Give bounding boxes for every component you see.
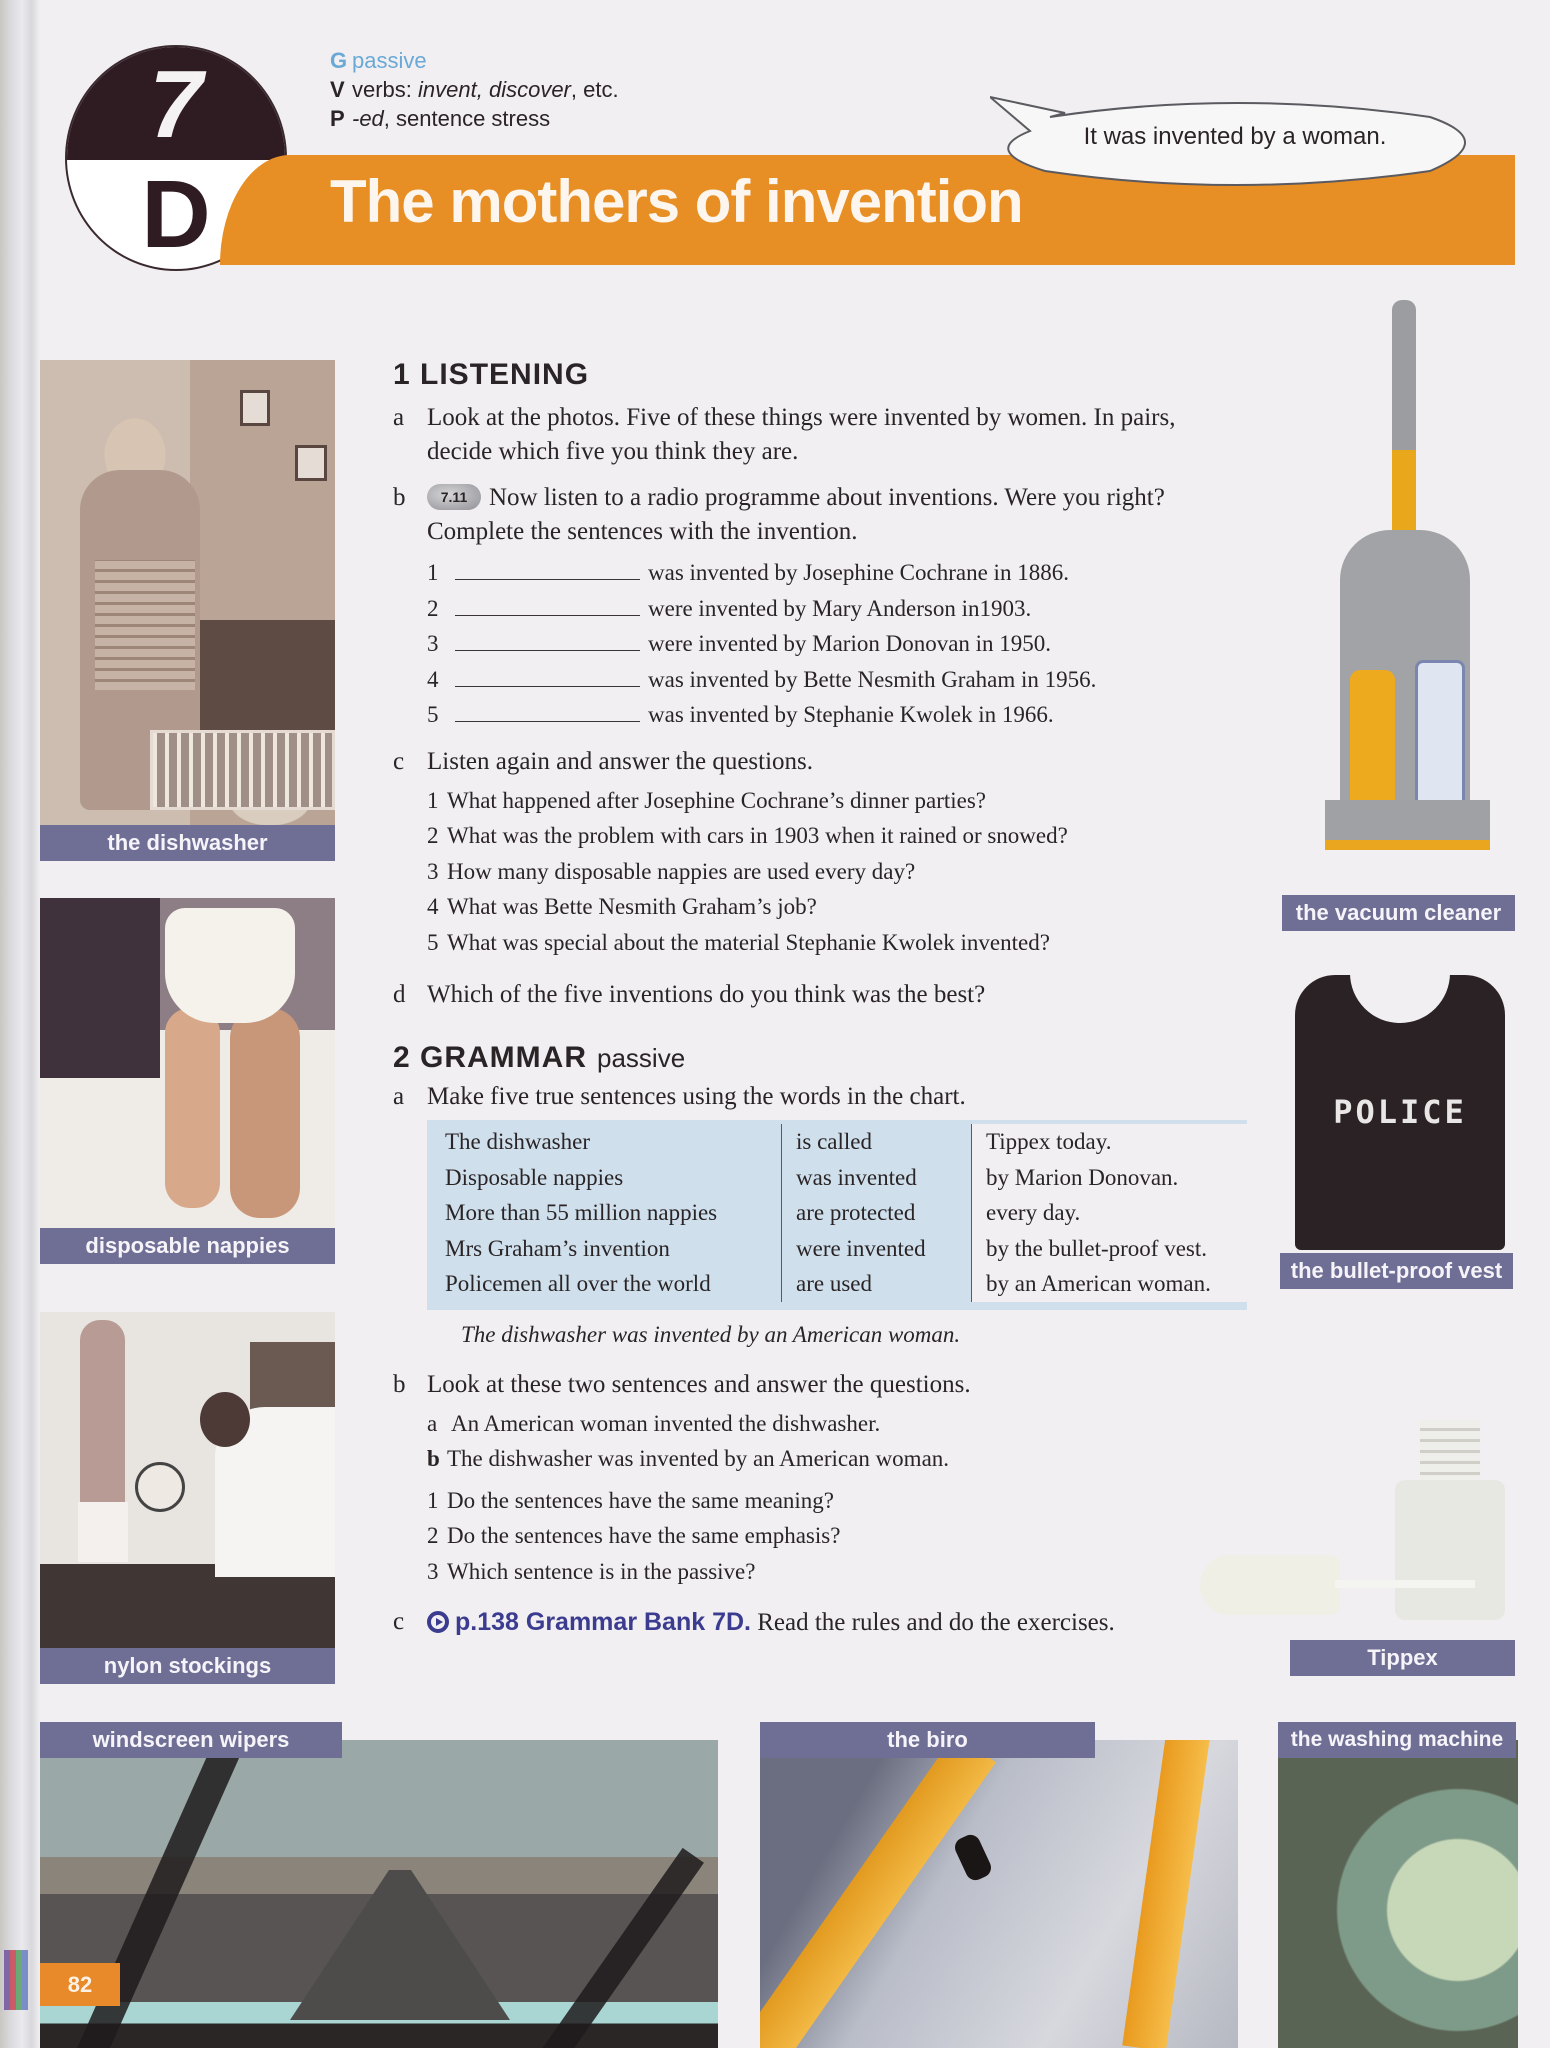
chart-column-subject: The dishwasher Disposable nappies More than 55 million nappies Mrs Graham’s invention Policemen all over the world xyxy=(427,1124,782,1302)
question-item: 1 Do the sentences have the same meaning? xyxy=(427,1487,835,1513)
caption-biro: the biro xyxy=(760,1722,1095,1758)
question-item: 3 Which sentence is in the passive? xyxy=(427,1558,756,1584)
exercise-1c: c Listen again and answer the questions. xyxy=(393,747,814,775)
caption-tippex: Tippex xyxy=(1290,1640,1515,1676)
exercise-1b: b 7.11 Now listen to a radio programme about inventions. Were you right? Complete the sentences with the invention. xyxy=(393,484,1165,545)
lesson-number: 7 xyxy=(149,51,203,158)
answer-blank[interactable] xyxy=(455,594,640,616)
caption-disposable-nappies: disposable nappies xyxy=(40,1228,335,1264)
gap-item: 5 was invented by Stephanie Kwolek in 1966. xyxy=(427,702,1054,727)
question-item: 4 What was Bette Nesmith Graham’s job? xyxy=(427,894,817,919)
exercise-2a: a Make five true sentences using the words in the chart. xyxy=(393,1083,966,1110)
caption-nylon-stockings: nylon stockings xyxy=(40,1648,335,1684)
caption-bullet-proof-vest: the bullet-proof vest xyxy=(1280,1253,1513,1289)
section-listening-heading: 1 LISTENING xyxy=(393,358,590,391)
arrow-circle-icon xyxy=(427,1611,449,1633)
gap-item: 2 were invented by Mary Anderson in1903. xyxy=(427,595,1032,621)
gap-item: 1 was invented by Josephine Cochrane in 1886. xyxy=(427,560,1069,585)
question-item: 2 What was the problem with cars in 1903 when it rained or snowed? xyxy=(427,823,1068,848)
speech-bubble-text: It was invented by a woman. xyxy=(1083,123,1387,150)
sentence-b: b The dishwasher was invented by an American woman. xyxy=(427,1446,950,1471)
colour-tab-marks xyxy=(4,1950,34,2010)
answer-blank[interactable] xyxy=(455,629,640,651)
gap-fill-list xyxy=(427,555,1243,733)
focus-vocabulary: V verbs: invent, discover, etc. xyxy=(330,77,619,102)
caption-windscreen-wipers: windscreen wipers xyxy=(40,1722,342,1758)
photo-dishwasher xyxy=(40,360,335,825)
sentence-pair xyxy=(427,1406,1243,1477)
example-sentence: The dishwasher was invented by an American woman. xyxy=(461,1321,961,1347)
question-item: 1 What happened after Josephine Cochrane’s dinner parties? xyxy=(427,787,987,813)
lesson-letter: D xyxy=(141,161,211,268)
photo-nylon-stockings xyxy=(40,1312,335,1648)
chart-column-verb: is called was invented are protected were invented are used xyxy=(782,1124,972,1302)
question-list-1c xyxy=(427,783,1243,961)
focus-grammar: G passive xyxy=(330,48,427,73)
exercise-1d: d Which of the five inventions do you think was the best? xyxy=(393,981,986,1008)
sentence-chart xyxy=(427,1120,1247,1310)
photo-biro xyxy=(760,1740,1238,2048)
page-binding-edge xyxy=(0,0,40,2048)
caption-dishwasher: the dishwasher xyxy=(40,825,335,861)
chart-column-complement: Tippex today. by Marion Donovan. every day. by the bullet-proof vest. by an American woman. xyxy=(972,1124,1247,1302)
gap-item: 4 was invented by Bette Nesmith Graham in 1956. xyxy=(427,666,1097,692)
answer-blank[interactable] xyxy=(455,558,640,580)
question-item: 5 What was special about the material Stephanie Kwolek invented? xyxy=(427,929,1050,955)
gap-item: 3 were invented by Marion Donovan in 1950. xyxy=(427,631,1052,656)
main-content xyxy=(393,355,1243,1640)
exercise-2c: c p.138 Grammar Bank 7D. Read the rules and do the exercises. xyxy=(393,1608,1115,1636)
photo-windscreen-wipers xyxy=(40,1740,718,2048)
photo-washing-machine xyxy=(1278,1740,1518,2048)
section-grammar-heading: 2 GRAMMAR passive xyxy=(393,1041,686,1074)
photo-tippex xyxy=(1195,1400,1520,1620)
photo-vacuum-cleaner xyxy=(1300,300,1510,860)
audio-track-button[interactable]: 7.11 xyxy=(427,484,481,510)
page-title: The mothers of invention xyxy=(330,168,1023,235)
sentence-a: a An American woman invented the dishwasher. xyxy=(427,1410,881,1436)
page-number: 82 xyxy=(40,1963,120,2006)
answer-blank[interactable] xyxy=(455,665,640,687)
question-item: 3 How many disposable nappies are used every day? xyxy=(427,858,916,884)
caption-washing-machine: the washing machine xyxy=(1278,1722,1516,1758)
lesson-focus xyxy=(330,46,619,133)
exercise-2b: b Look at these two sentences and answer the questions. xyxy=(393,1370,971,1398)
vest-police-label: POLICE xyxy=(1333,1093,1467,1131)
caption-vacuum-cleaner: the vacuum cleaner xyxy=(1282,895,1515,931)
photo-disposable-nappies xyxy=(40,898,335,1228)
question-list-2b xyxy=(427,1483,1243,1590)
question-item: 2 Do the sentences have the same emphasis? xyxy=(427,1523,841,1548)
grammar-bank-link[interactable]: p.138 Grammar Bank 7D. xyxy=(427,1608,751,1636)
photo-bullet-proof-vest xyxy=(1295,975,1505,1250)
exercise-1a: a Look at the photos. Five of these things were invented by women. In pairs, decide which five you think they are. xyxy=(393,404,1176,465)
answer-blank[interactable] xyxy=(455,700,640,722)
focus-pronunciation: P -ed, sentence stress xyxy=(330,106,551,131)
